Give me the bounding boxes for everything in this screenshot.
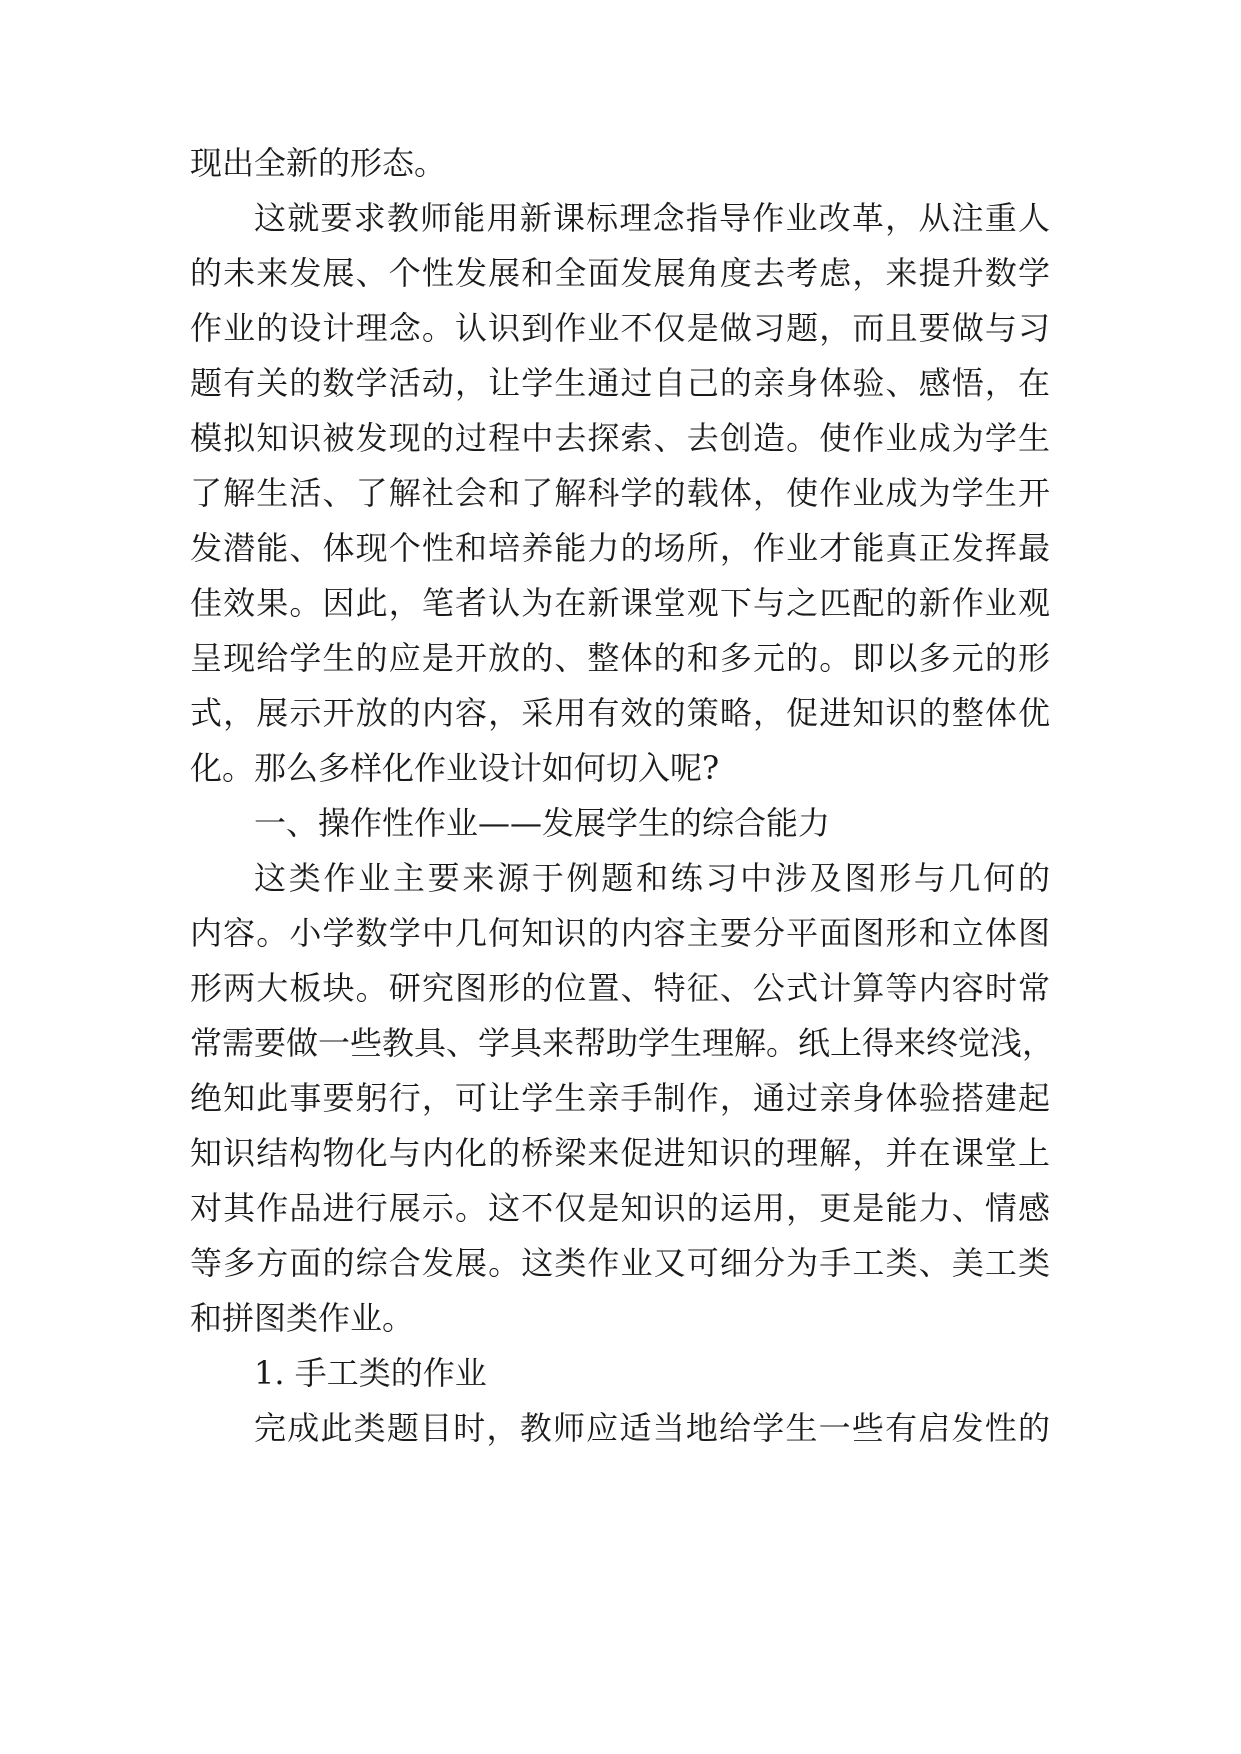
text-line: 发潜能、体现个性和培养能力的场所，作业才能真正发挥最	[190, 529, 1050, 567]
text-line: 化。那么多样化作业设计如何切入呢?	[190, 749, 720, 787]
text-line: 绝知此事要躬行，可让学生亲手制作，通过亲身体验搭建起	[190, 1079, 1050, 1117]
paragraph-start-line: 这就要求教师能用新课标理念指导作业改革，从注重人	[254, 199, 1050, 237]
text-line: 内容。小学数学中几何知识的内容主要分平面图形和立体图	[190, 914, 1050, 952]
section-heading: 一、操作性作业——发展学生的综合能力	[254, 804, 831, 842]
text-line: 作业的设计理念。认识到作业不仅是做习题，而且要做与习	[190, 309, 1050, 347]
text-line: 的未来发展、个性发展和全面发展角度去考虑，来提升数学	[190, 254, 1050, 292]
paragraph-start-line: 这类作业主要来源于例题和练习中涉及图形与几何的	[254, 859, 1050, 897]
text-line: 呈现给学生的应是开放的、整体的和多元的。即以多元的形	[190, 639, 1050, 677]
text-line: 现出全新的形态。	[190, 144, 447, 182]
text-line: 佳效果。因此，笔者认为在新课堂观下与之匹配的新作业观	[190, 584, 1050, 622]
text-line: 了解生活、了解社会和了解科学的载体，使作业成为学生开	[190, 474, 1050, 512]
text-line: 题有关的数学活动，让学生通过自己的亲身体验、感悟，在	[190, 364, 1050, 402]
text-line: 模拟知识被发现的过程中去探索、去创造。使作业成为学生	[190, 419, 1050, 457]
text-line: 形两大板块。研究图形的位置、特征、公式计算等内容时常	[190, 969, 1050, 1007]
text-line: 和拼图类作业。	[190, 1299, 415, 1337]
text-line: 式，展示开放的内容，采用有效的策略，促进知识的整体优	[190, 694, 1050, 732]
text-line: 常需要做一些教具、学具来帮助学生理解。纸上得来终觉浅，	[190, 1024, 1055, 1062]
text-line: 知识结构物化与内化的桥梁来促进知识的理解，并在课堂上	[190, 1134, 1050, 1172]
paragraph-start-line: 完成此类题目时，教师应适当地给学生一些有启发性的	[254, 1409, 1050, 1447]
text-line: 等多方面的综合发展。这类作业又可细分为手工类、美工类	[190, 1244, 1050, 1282]
subsection-heading: 1. 手工类的作业	[254, 1354, 487, 1392]
text-line: 对其作品进行展示。这不仅是知识的运用，更是能力、情感	[190, 1189, 1050, 1227]
